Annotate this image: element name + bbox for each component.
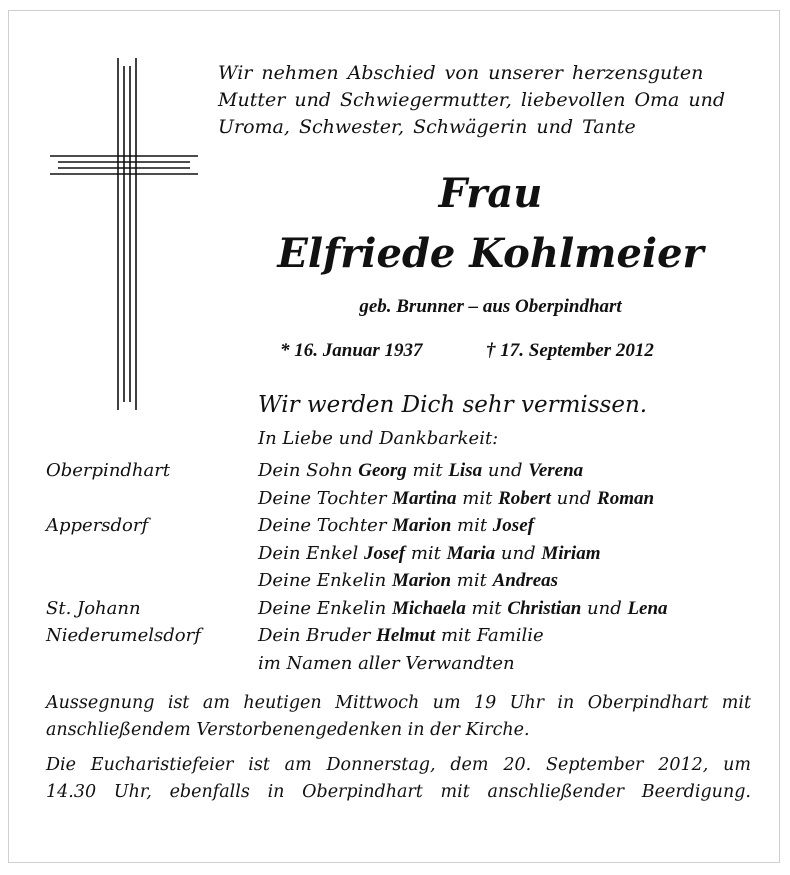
blessing-notice: [46, 690, 751, 744]
mourner-text: mit Familie: [435, 625, 544, 646]
mourner-name: Lena: [627, 597, 668, 619]
mourner-name: Verena: [528, 460, 584, 481]
intro-line: Uroma, Schwester, Schwägerin und Tante: [218, 116, 636, 138]
mourner-place: Niederumelsdorf: [46, 625, 201, 646]
mourner-line: [258, 515, 534, 537]
mourner-row: [0, 570, 790, 597]
mourner-text: Deine Enkelin: [258, 597, 392, 619]
mourner-text: mit: [451, 515, 493, 536]
mourner-text: und: [482, 460, 529, 481]
mourner-line: [258, 460, 583, 482]
miss-line: Wir werden Dich sehr vermissen.: [258, 392, 648, 418]
mourner-line: [258, 570, 558, 592]
mourner-name: Maria: [446, 542, 496, 564]
title-word: Frau: [438, 170, 543, 217]
mourner-line: [258, 653, 515, 674]
mourner-text: mit: [465, 597, 508, 619]
mourner-name: Lisa: [448, 460, 483, 481]
death-date: † 17. September 2012: [486, 340, 654, 361]
mourner-text: Dein Sohn: [258, 460, 359, 481]
mourner-text: mit: [456, 487, 499, 509]
mourner-name: Robert: [498, 487, 551, 509]
intro-line: Mutter und Schwiegermutter, liebevollen Oma und: [218, 89, 726, 111]
mourner-line: [258, 488, 654, 510]
cross-icon: [50, 58, 200, 413]
mourner-text: Deine Tochter: [258, 487, 393, 509]
notice-line: anschließendem Verstorbenengedenken in der Kirche.: [46, 720, 530, 740]
mourner-name: Josef: [492, 515, 534, 536]
mourner-row: [0, 543, 790, 570]
mourner-name: Helmut: [376, 625, 436, 646]
mourner-row: [0, 515, 790, 542]
mourner-text: Dein Enkel: [258, 542, 364, 564]
mourner-text: Deine Tochter: [258, 515, 393, 536]
mourner-name: Christian: [507, 597, 582, 619]
deceased-name: Elfriede Kohlmeier: [277, 230, 704, 277]
birth-date: * 16. Januar 1937: [280, 340, 423, 361]
mourner-text: und: [581, 597, 628, 619]
mourner-name: Roman: [597, 487, 655, 509]
mourner-name: Marion: [392, 515, 452, 536]
intro-line: Wir nehmen Abschied von unserer herzensguten: [218, 62, 704, 84]
mourner-row: [0, 460, 790, 487]
mourner-text: im Namen aller Verwandten: [258, 652, 515, 674]
mourner-place: Oberpindhart: [46, 460, 171, 481]
mourner-line: [258, 625, 544, 647]
notice-line: 14.30 Uhr, ebenfalls in Oberpindhart mit anschließender Beerdigung.: [46, 782, 751, 802]
mourner-row: [0, 625, 790, 652]
mourner-text: mit: [406, 460, 449, 481]
mourner-line: [258, 598, 668, 620]
love-line: In Liebe und Dankbarkeit:: [258, 428, 499, 449]
notice-line: Die Eucharistiefeier ist am Donnerstag, dem 20. September 2012, um: [46, 755, 751, 775]
mourner-text: und: [495, 542, 542, 564]
mourner-name: Georg: [358, 460, 407, 481]
mourner-name: Andreas: [492, 570, 559, 591]
mourner-place: St. Johann: [46, 597, 141, 619]
mourner-place: Appersdorf: [46, 515, 149, 536]
maiden-name-line: geb. Brunner – aus Oberpindhart: [359, 296, 622, 317]
eucharist-notice: [46, 752, 751, 806]
mourner-text: Dein Bruder: [258, 625, 377, 646]
intro-text: [218, 60, 763, 141]
mourner-name: Miriam: [541, 542, 601, 564]
mourner-row: [0, 598, 790, 625]
mourner-name: Martina: [392, 487, 457, 509]
mourner-name: Josef: [363, 542, 406, 564]
mourner-text: mit: [405, 542, 447, 564]
mourner-row: [0, 653, 790, 680]
mourner-row: [0, 488, 790, 515]
mourner-name: Michaela: [391, 597, 466, 619]
mourner-text: Deine Enkelin: [258, 570, 392, 591]
mourner-text: und: [550, 487, 598, 509]
notice-line: Aussegnung ist am heutigen Mittwoch um 19 Uhr in Oberpindhart mit: [46, 693, 751, 713]
mourner-text: mit: [451, 570, 493, 591]
mourner-line: [258, 543, 600, 565]
mourner-name: Marion: [391, 570, 452, 591]
